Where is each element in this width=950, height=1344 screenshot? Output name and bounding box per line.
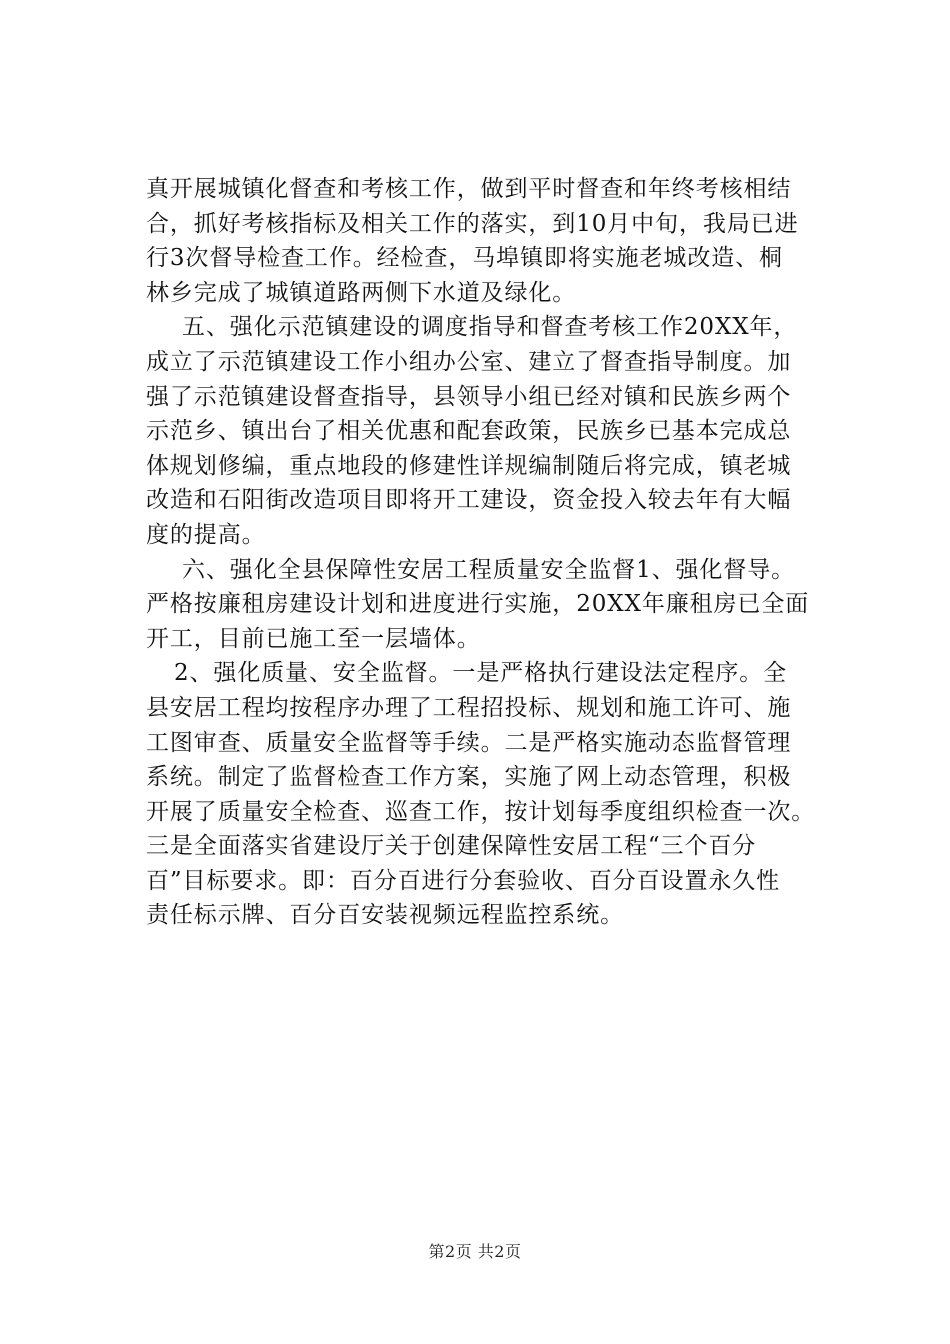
- text-line: 合，抓好考核指标及相关工作的落实，到10月中旬，我局已进: [146, 210, 799, 237]
- text-line: 开展了质量安全检查、巡查工作，按计划每季度组织检查一次。: [146, 798, 816, 825]
- text-line: 真开展城镇化督查和考核工作，做到平时督查和年终考核相结: [146, 176, 792, 202]
- text-line: 县安居工程均按程序办理了工程招投标、规划和施工许可、施: [146, 694, 792, 721]
- text-line: 度的提高。: [146, 521, 266, 548]
- page-number-footer: 第2页 共2页: [428, 1242, 522, 1261]
- section-heading-five: 五、强化示范镇建设的调度指导和督查考核工作20XX年，: [182, 314, 798, 341]
- text-line: 成立了示范镇建设工作小组办公室、建立了督查指导制度。加: [146, 348, 792, 375]
- text-line: 系统。制定了监督检查工作方案，实施了网上动态管理，积极: [146, 764, 792, 791]
- section-heading-six: 六、强化全县保障性安居工程质量安全监督1、强化督导。: [182, 556, 796, 583]
- text-line: 工图审查、质量安全监督等手续。二是严格实施动态监督管理: [146, 729, 792, 756]
- numbered-paragraph-two: 2、强化质量、安全监督。一是严格执行建设法定程序。全: [174, 660, 788, 687]
- document-body: [146, 172, 836, 933]
- text-line: 体规划修编，重点地段的修建性详规编制随后将完成，镇老城: [146, 452, 792, 479]
- text-line: 责任标示牌、百分百安装视频远程监控系统。: [146, 902, 624, 929]
- text-line: 示范乡、镇出台了相关优惠和配套政策，民族乡已基本完成总: [146, 418, 792, 445]
- text-line: 三是全面落实省建设厅关于创建保障性安居工程“三个百分: [146, 833, 757, 860]
- text-line: 百”目标要求。即：百分百进行分套验收、百分百设置永久性: [146, 867, 781, 894]
- text-line: 强了示范镇建设督查指导，县领导小组已经对镇和民族乡两个: [146, 383, 792, 410]
- text-line: 改造和石阳街改造项目即将开工建设，资金投入较去年有大幅: [146, 487, 792, 514]
- text-line: 林乡完成了城镇道路两侧下水道及绿化。: [146, 279, 577, 306]
- text-line: 开工，目前已施工至一层墙体。: [146, 625, 481, 652]
- text-line: 行3次督导检查工作。经检查，马埠镇即将实施老城改造、桐: [146, 245, 783, 272]
- text-line: 严格按廉租房建设计划和进度进行实施，20XX年廉租房已全面: [146, 591, 810, 618]
